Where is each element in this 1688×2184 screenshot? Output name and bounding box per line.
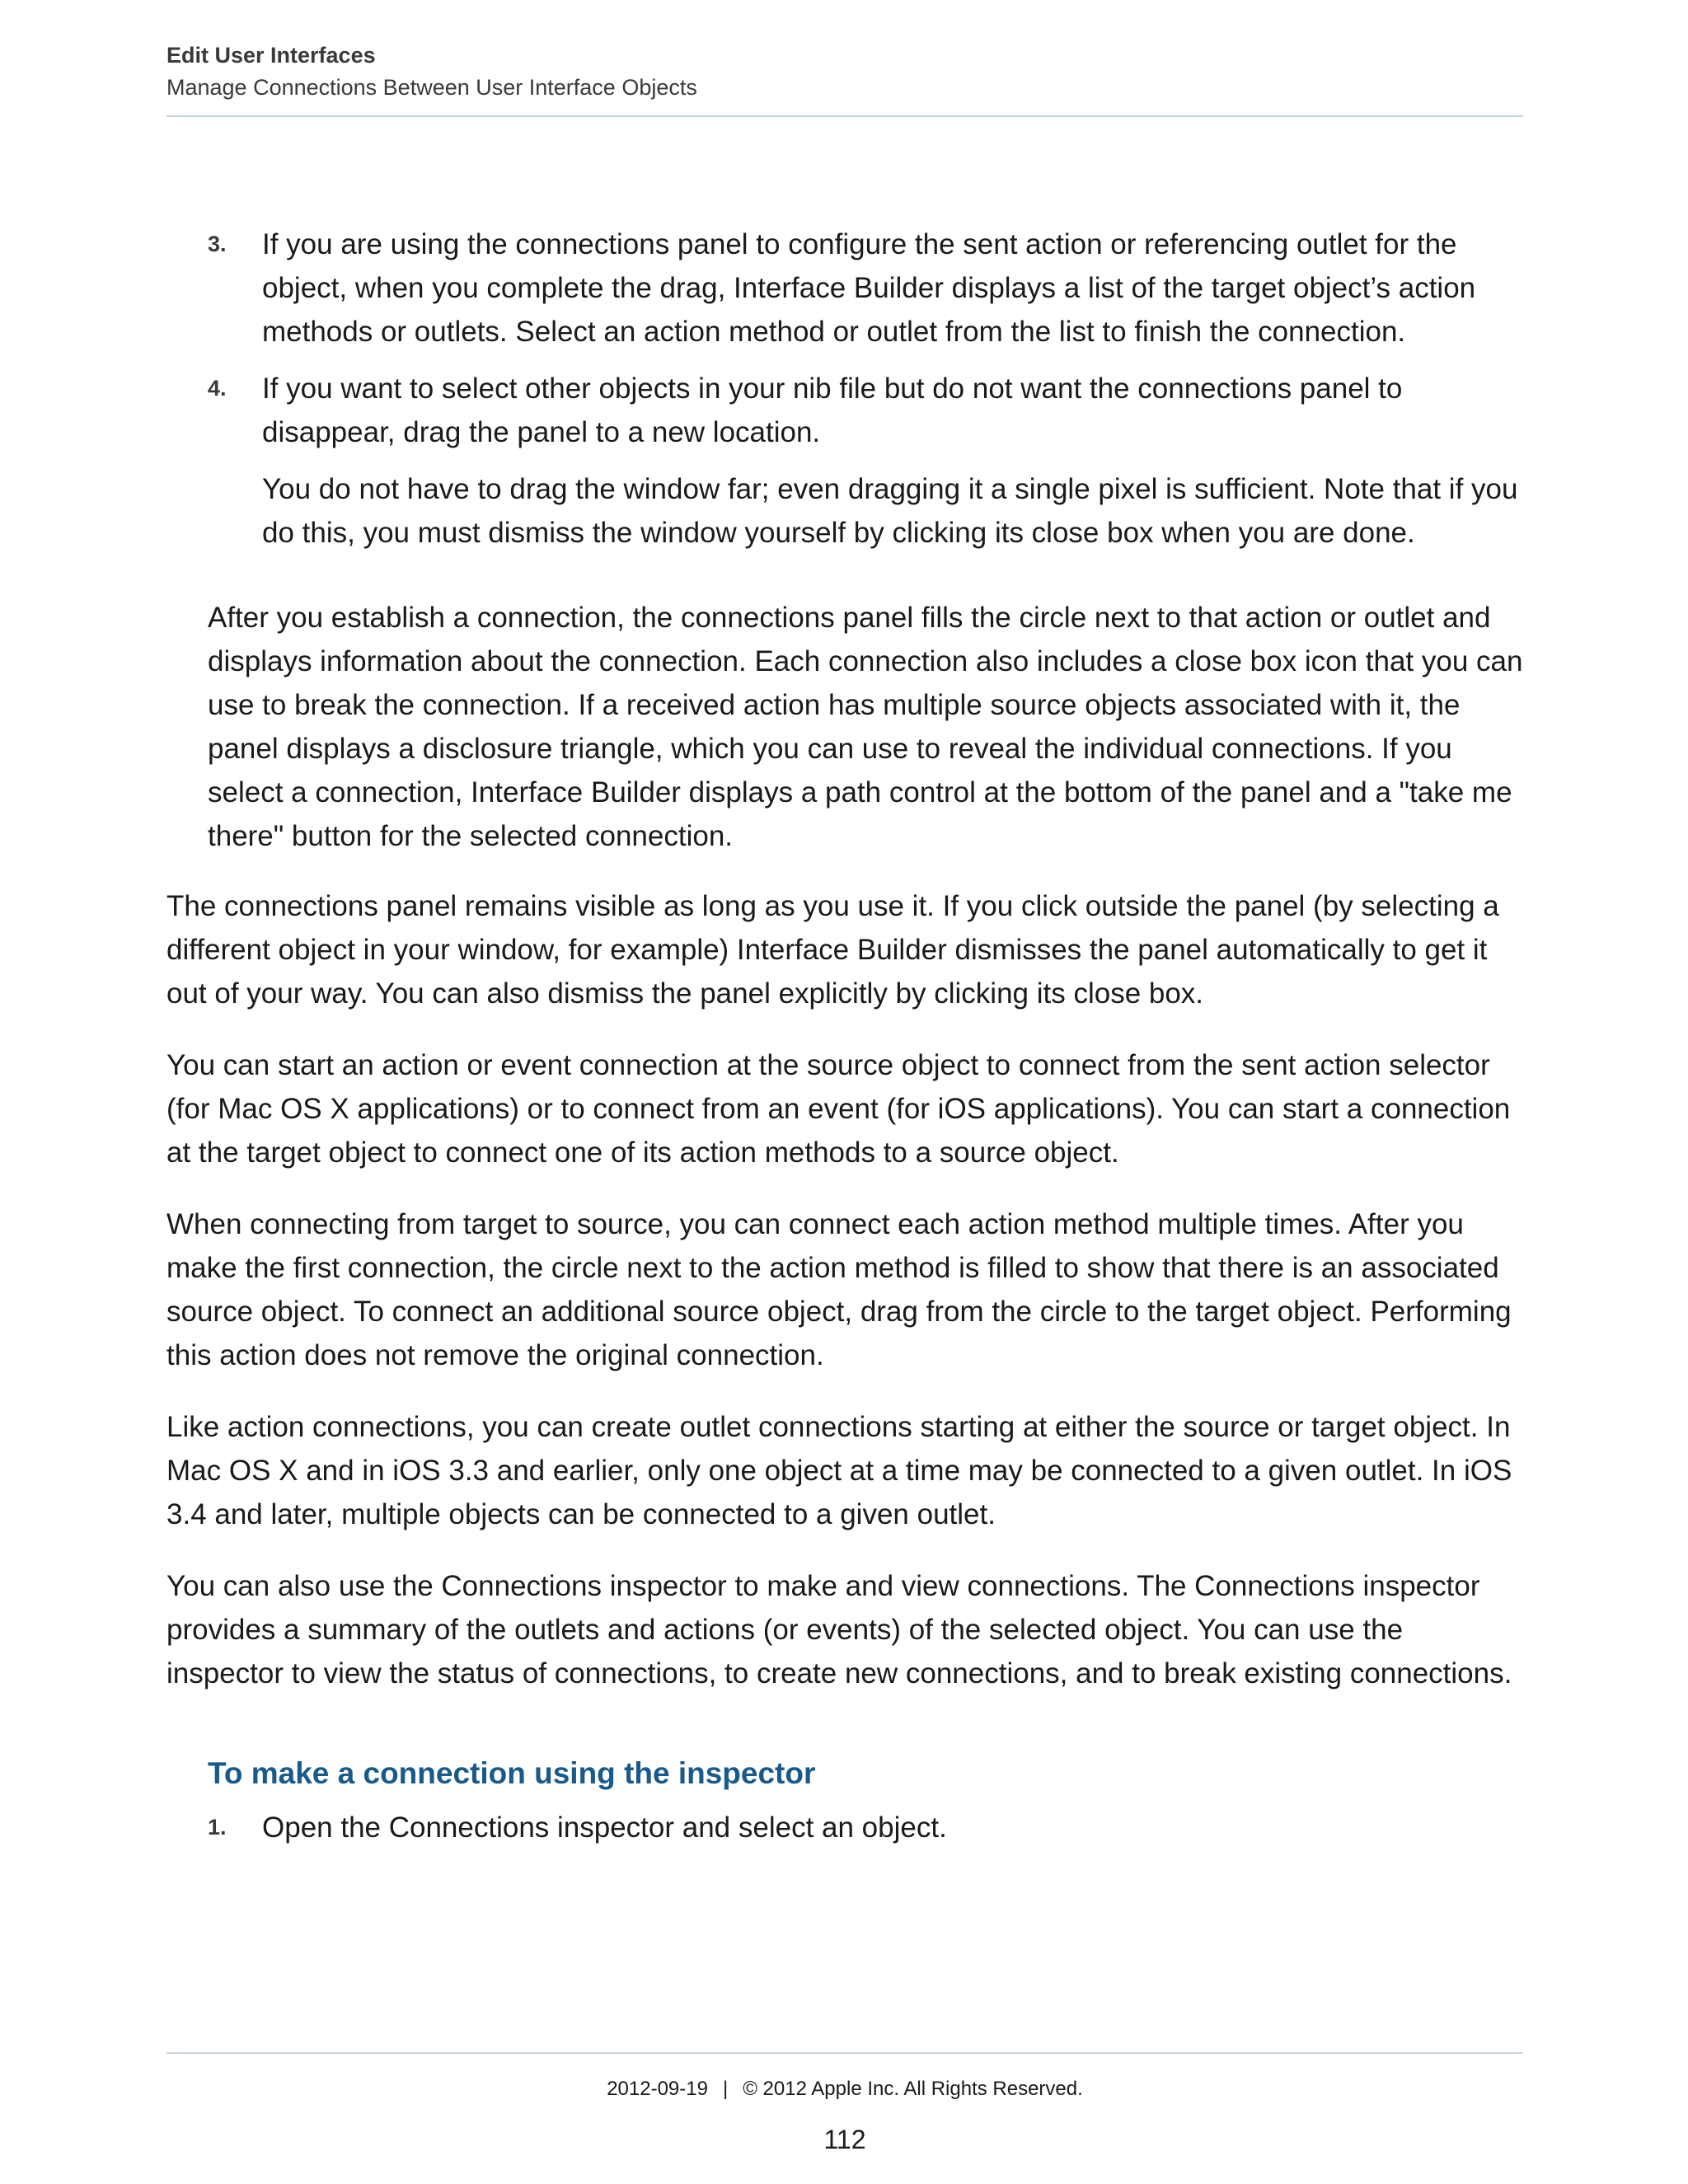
step-note: You do not have to drag the window far; even dragging it a single pixel is sufficient. Note that if you do this, you must dismiss the window yourself by clicking its close box when you are done. (262, 473, 1518, 549)
task-step-list (166, 1806, 1523, 1849)
step-text: Open the Connections inspector and select an object. (262, 1811, 947, 1844)
step-list (166, 223, 1523, 555)
after-steps-paragraph: After you establish a connection, the connections panel fills the circle next to that action or outlet and displays information about the connection. Each connection also includes a close box icon that you can use to break the connection. If a received action has multiple source objects associated with it, the panel displays a disclosure triangle, which you can use to reveal the individual connections. If you select a connection, Interface Builder displays a path control at the bottom of the panel and a "take me there" button for the selected connection. (208, 602, 1523, 852)
step-number: 1. (208, 1815, 227, 1840)
page-number: 112 (823, 2125, 866, 2154)
step-number: 4. (208, 376, 227, 401)
page-header (166, 40, 1523, 117)
footer-separator: | (722, 2078, 729, 2100)
step-item (208, 223, 1523, 354)
footer-info (166, 2075, 1523, 2103)
chapter-title: Edit User Interfaces (166, 43, 376, 68)
footer-date: 2012-09-19 (607, 2078, 708, 2100)
section-title: Manage Connections Between User Interface Objects (166, 75, 697, 100)
step-text: If you are using the connections panel to configure the sent action or referencing outlet for the object, when you complete the drag, Interface Builder displays a list of the target object’s action methods or outlets. Select an action method or outlet from the list to finish the connection. (262, 228, 1476, 348)
page-footer (166, 2052, 1523, 2156)
step-number: 3. (208, 232, 227, 256)
body-paragraph: Like action connections, you can create outlet connections starting at either the source or target object. In Mac OS X and in iOS 3.3 and earlier, only one object at a time may be connected to a given outlet. In iOS 3.4 and later, multiple objects can be connected to a given outlet. (166, 1411, 1512, 1530)
step-text: If you want to select other objects in your nib file but do not want the connections panel to disappear, drag the panel to a new location. (262, 373, 1403, 448)
step-item (208, 367, 1523, 555)
body-paragraph: When connecting from target to source, you can connect each action method multiple times. After you make the first connection, the circle next to the action method is filled to show that there is an associated source object. To connect an additional source object, drag from the circle to the target object. Performing this action does not remove the original connection. (166, 1208, 1512, 1371)
body-paragraph: The connections panel remains visible as long as you use it. If you click outside the panel (by selecting a different object in your window, for example) Interface Builder dismisses the panel automatically to get it out of your way. You can also dismiss the panel explicitly by clicking its close box. (166, 890, 1499, 1010)
page-content (166, 223, 1523, 1863)
task-heading: To make a connection using the inspector (208, 1756, 816, 1790)
body-paragraph: You can also use the Connections inspector to make and view connections. The Connections inspector provides a summary of the outlets and actions (or events) of the selected object. You can use the inspector to view the status of connections, to create new connections, and to break existing connections. (166, 1570, 1512, 1690)
footer-copyright: © 2012 Apple Inc. All Rights Reserved. (743, 2078, 1083, 2100)
step-item (208, 1806, 1523, 1849)
body-paragraph: You can start an action or event connection at the source object to connect from the sent action selector (for Mac OS X applications) or to connect from an event (for iOS applications). You can start a connection at the target object to connect one of its action methods to a source object. (166, 1049, 1511, 1169)
